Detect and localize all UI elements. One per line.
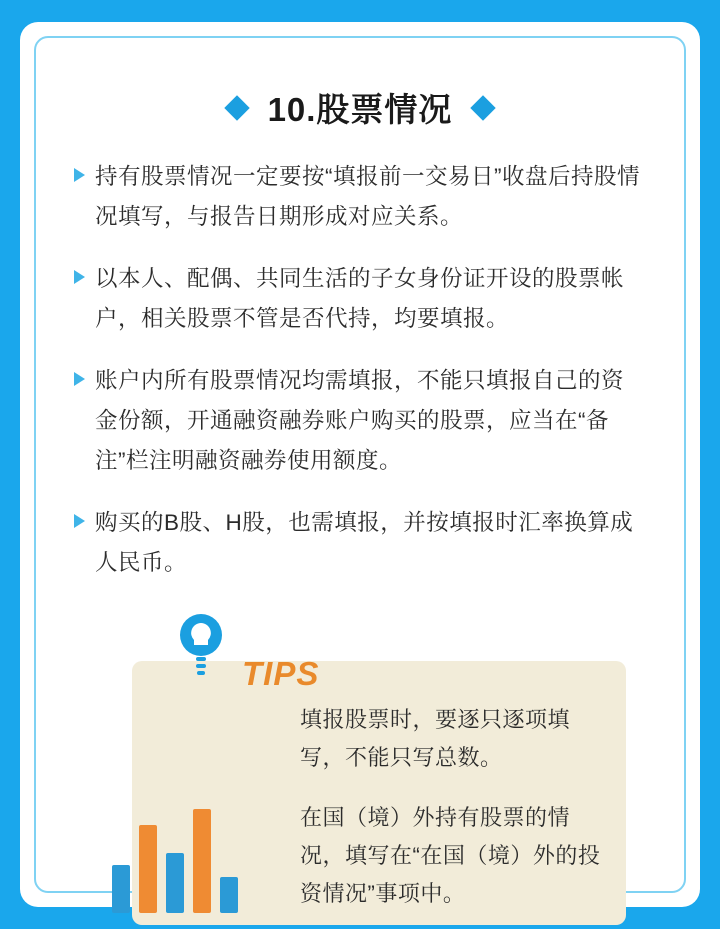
triangle-bullet-icon <box>74 514 85 528</box>
chart-bar <box>193 809 211 913</box>
chart-bar <box>139 825 157 913</box>
chart-bar <box>220 877 238 913</box>
page-title-row <box>70 84 650 131</box>
poster-card <box>20 22 700 907</box>
lightbulb-icon <box>178 613 224 691</box>
list-item-text: 持有股票情况一定要按“填报前一交易日”收盘后持股情况填写，与报告日期形成对应关系。 <box>95 164 640 229</box>
bullet-list <box>70 157 650 583</box>
list-item <box>74 157 646 237</box>
diamond-right-icon <box>471 95 496 120</box>
triangle-bullet-icon <box>74 168 85 182</box>
page-title: 10.股票情况 <box>267 91 453 128</box>
bar-chart-illustration <box>112 793 262 913</box>
tips-paragraph: 填报股票时，要逐只逐项填写，不能只写总数。 <box>300 707 571 770</box>
diamond-left-icon <box>224 95 249 120</box>
poster-inner-frame <box>34 36 686 906</box>
list-item <box>74 503 646 583</box>
chart-bar <box>112 865 130 913</box>
list-item <box>74 259 646 339</box>
tips-label: TIPS <box>242 655 320 692</box>
tips-section <box>70 613 650 943</box>
list-item-text: 购买的B股、H股，也需填报，并按填报时汇率换算成人民币。 <box>95 510 634 575</box>
chart-bar <box>166 853 184 913</box>
list-item-text: 以本人、配偶、共同生活的子女身份证开设的股票帐户，相关股票不管是否代持，均要填报。 <box>95 266 625 331</box>
list-item-text: 账户内所有股票情况均需填报，不能只填报自己的资金份额，开通融资融券账户购买的股票，应当在“备注”栏注明融资融券使用额度。 <box>95 368 625 473</box>
list-item <box>74 361 646 481</box>
triangle-bullet-icon <box>74 372 85 386</box>
tips-text-block <box>300 701 610 935</box>
tips-paragraph: 在国（境）外持有股票的情况，填写在“在国（境）外的投资情况”事项中。 <box>300 805 601 906</box>
triangle-bullet-icon <box>74 270 85 284</box>
